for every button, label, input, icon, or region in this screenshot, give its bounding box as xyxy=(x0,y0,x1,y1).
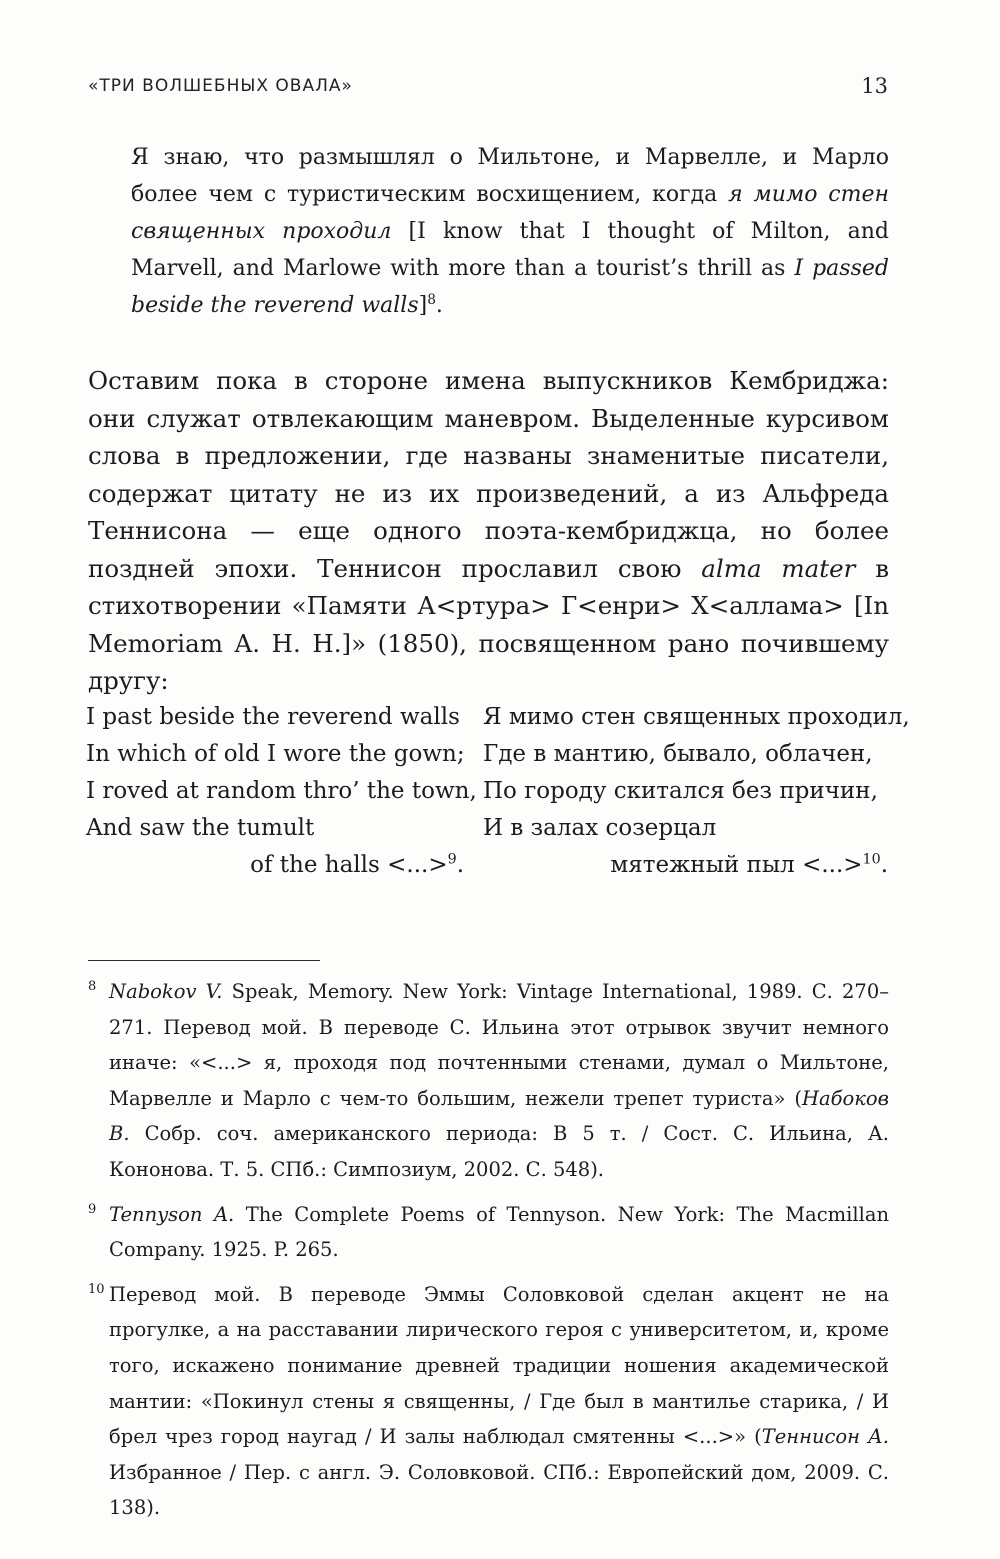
footnote-author: Tennyson A. xyxy=(109,1202,235,1226)
footnote-text: Перевод мой. В переводе Эммы Соловковой сделан акцент не на прогулке, а на расставании лирического героя с университетом, и, кроме того, искажено понимание древней традиции ношения академической мантии: «Покинул стены я священны, / Где был в мантилье старика, / И брел чрез город наугад / И залы наблюдал смятенны <...>» ( xyxy=(109,1282,889,1449)
verse-russian xyxy=(483,699,910,884)
footnote-text: The Complete Poems of Tennyson. New York: The Macmillan Company. 1925. P. 265. xyxy=(109,1202,890,1262)
verse-line: I past beside the reverend walls xyxy=(86,704,460,730)
verse-line: По городу скитался без причин, xyxy=(483,778,878,804)
verse-end: . xyxy=(456,852,464,878)
footnote-ref-9: 9 xyxy=(447,851,457,868)
verse-english xyxy=(86,699,477,884)
verse-line: In which of old I wore the gown; xyxy=(86,741,465,767)
quote-ru-text: Я знаю, что размышлял о Мильтоне, и Марвелле, и Марло более чем с туристическим восхищением, когда xyxy=(131,145,889,207)
footnote-author: Nabokov V. xyxy=(109,980,223,1003)
footnote-text: Собр. соч. американского периода: В 5 т. / Сост. С. Ильина, А. Кононова. Т. 5. СПб.: Симпозиум, 2002. С. 548). xyxy=(109,1122,889,1181)
verse-line-last xyxy=(483,847,888,884)
footnote-author: Набоков В. xyxy=(109,1086,889,1146)
footnote-text: Избранное / Пер. с англ. Э. Соловковой. СПб.: Европейский дом, 2009. С. 138). xyxy=(109,1460,889,1520)
page-number: 13 xyxy=(861,74,888,98)
body-paragraph xyxy=(88,362,889,700)
footnote-divider xyxy=(88,960,320,961)
footnote-8 xyxy=(88,974,889,1188)
verse-line-last-text: мятежный пыл <...> xyxy=(610,852,863,878)
footnote-number: 10 xyxy=(88,1281,105,1297)
footnote-author: Теннисон А. xyxy=(761,1425,890,1449)
block-quote xyxy=(131,139,889,324)
paragraph-text-2: в стихотворении «Памяти А<ртура> Г<енри> Х<аллама> [In Memoriam A. H. H.]» (1850), посвященном рано почившему другу: xyxy=(88,553,889,695)
verse-line: И в залах созерцал xyxy=(483,815,717,841)
footnotes xyxy=(88,974,889,1535)
quote-ru-italic: я мимо стен священных проходил xyxy=(131,182,889,244)
footnote-number: 8 xyxy=(88,979,97,994)
paragraph-italic: alma mater xyxy=(701,553,856,583)
quote-en-italic: I passed beside the reverend walls xyxy=(131,256,889,318)
paragraph-text-1: Оставим пока в стороне имена выпускников Кембриджа: они служат отвлекающим маневром. Выделенные курсивом слова в предложении, где названы знаменитые писатели, содержат цитату не из их произведений, а из Альфреда Теннисона — еще одного поэта-кембриджца, но более поздней эпохи. Теннисон прославил свою xyxy=(88,366,889,583)
footnote-text: Speak, Memory. New York: Vintage International, 1989. С. 270–271. Перевод мой. В переводе С. Ильина этот отрывок звучит немного иначе: «<...> я, проходя под почтенными стенами, думал о Мильтоне, Марвелле и Марло с чем-то большим, нежели трепет туриста» ( xyxy=(109,980,889,1110)
footnote-9 xyxy=(88,1197,889,1268)
verse-line: And saw the tumult xyxy=(86,815,315,841)
verse-line: Где в мантию, бывало, облачен, xyxy=(483,741,873,767)
verse-line-last xyxy=(86,847,464,884)
quote-en-text: [I know that I thought of Milton, and Marvell, and Marlowe with more than a tourist’s thrill as xyxy=(131,219,889,281)
footnote-ref-10: 10 xyxy=(862,851,881,868)
quote-closing: ] xyxy=(418,293,428,318)
verse-line: I roved at random thro’ the town, xyxy=(86,778,477,804)
footnote-10 xyxy=(88,1277,889,1526)
footnote-ref-8: 8 xyxy=(427,291,436,308)
page-header xyxy=(88,76,888,106)
footnote-number: 9 xyxy=(88,1201,97,1217)
verse-line-last-text: of the halls <...> xyxy=(250,852,448,878)
verse-line: Я мимо стен священных проходил, xyxy=(483,704,910,730)
running-title: «ТРИ ВОЛШЕБНЫХ ОВАЛА» xyxy=(88,76,353,96)
verse-end: . xyxy=(880,852,888,878)
quote-end: . xyxy=(435,293,443,318)
